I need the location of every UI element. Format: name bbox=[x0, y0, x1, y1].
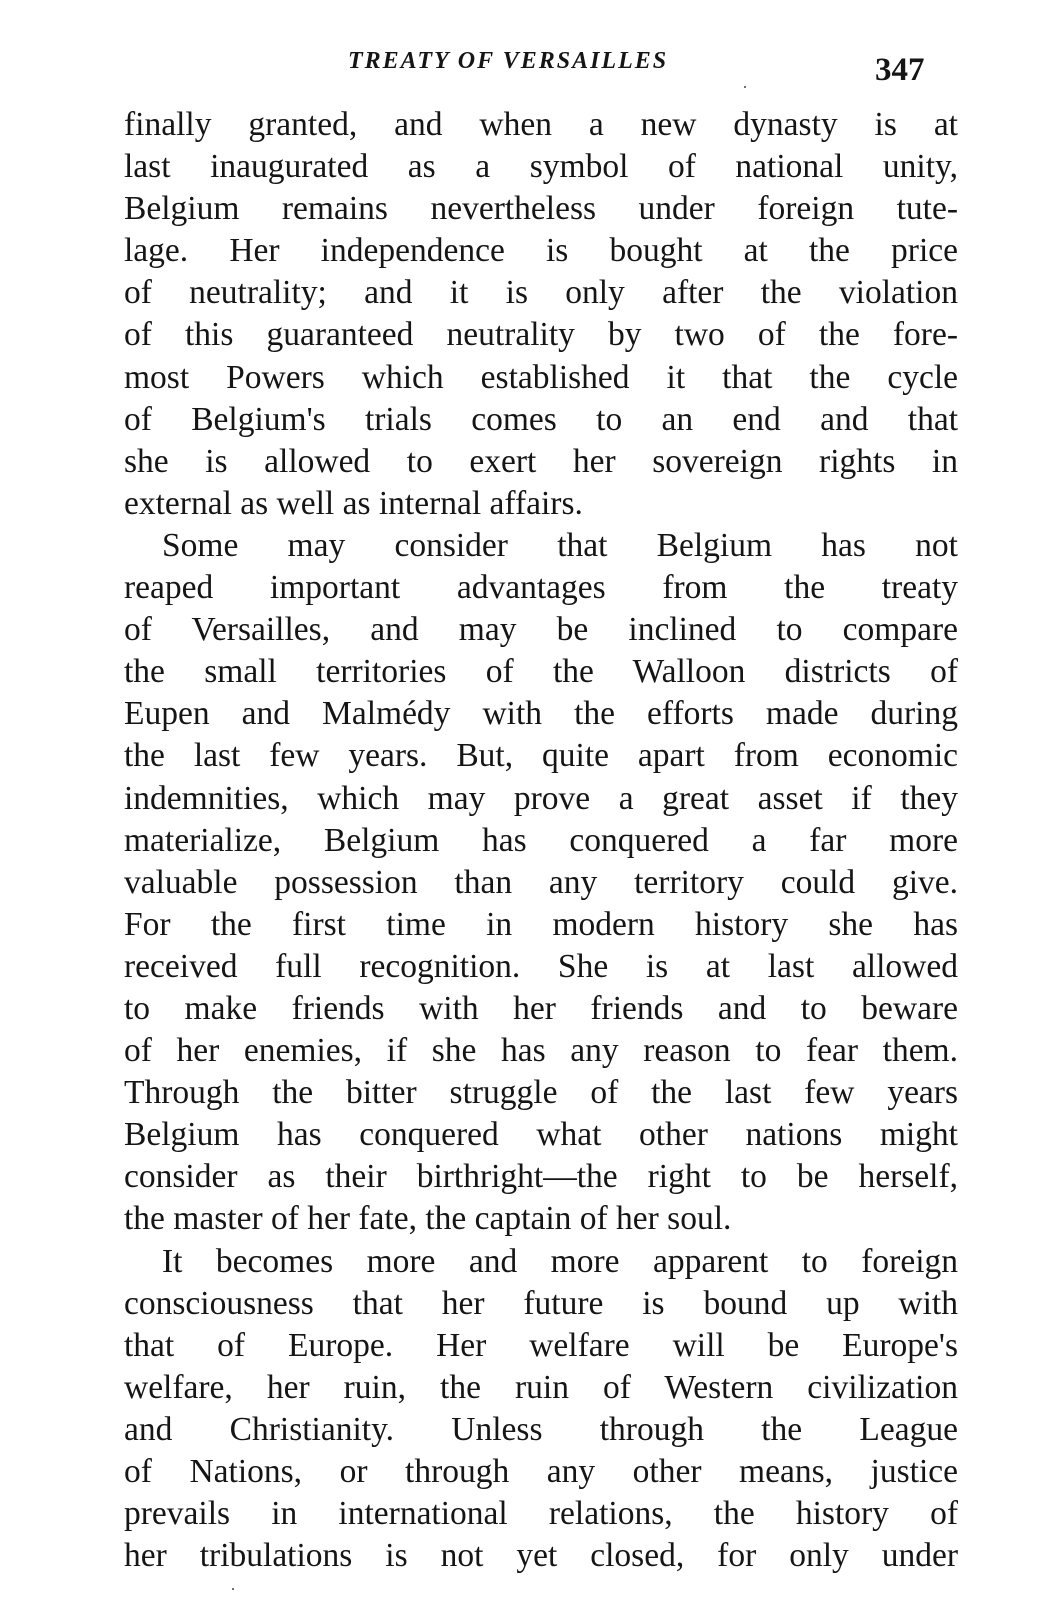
text-line: indemnities, which may prove a great asset if they bbox=[124, 779, 958, 817]
text-line: of this guaranteed neutrality by two of the fore- bbox=[124, 316, 958, 354]
text-line: Belgium has conquered what other nations might bbox=[124, 1116, 958, 1154]
text-line: Eupen and Malmédy with the efforts made during bbox=[124, 695, 958, 733]
text-line: consciousness that her future is bound up with bbox=[124, 1284, 958, 1322]
text-line: her tribulations is not yet closed, for only under bbox=[124, 1537, 958, 1575]
text-line: external as well as internal affairs. bbox=[124, 484, 583, 522]
text-line: received full recognition. She is at last allowed bbox=[124, 947, 958, 985]
text-line: Through the bitter struggle of the last few years bbox=[124, 1074, 958, 1112]
running-head bbox=[0, 46, 1038, 86]
text-line: the master of her fate, the captain of her soul. bbox=[124, 1200, 732, 1238]
text-line: consider as their birthright—the right to be herself, bbox=[124, 1158, 958, 1196]
text-line: and Christianity. Unless through the League bbox=[124, 1410, 958, 1448]
text-line: of her enemies, if she has any reason to fear them. bbox=[124, 1032, 958, 1070]
text-line: prevails in international relations, the history of bbox=[124, 1495, 958, 1533]
text-line: of Belgium's trials comes to an end and that bbox=[124, 400, 958, 438]
text-line: For the first time in modern history she has bbox=[124, 905, 958, 943]
text-line: welfare, her ruin, the ruin of Western civilization bbox=[124, 1368, 958, 1406]
text-line: of Versailles, and may be inclined to compare bbox=[124, 611, 958, 649]
body-text bbox=[124, 104, 958, 1577]
text-line: finally granted, and when a new dynasty is at bbox=[124, 106, 958, 143]
text-line: of neutrality; and it is only after the violation bbox=[124, 274, 958, 312]
text-line: Belgium remains nevertheless under foreign tute- bbox=[124, 190, 958, 228]
scan-speck bbox=[232, 1588, 234, 1590]
text-line: last inaugurated as a symbol of national unity, bbox=[124, 148, 958, 186]
text-line: materialize, Belgium has conquered a far more bbox=[124, 821, 958, 859]
text-line: lage. Her independence is bought at the price bbox=[124, 232, 958, 270]
text-line: valuable possession than any territory could give. bbox=[124, 863, 958, 901]
page-number: 347 bbox=[875, 52, 925, 88]
text-line: the small territories of the Walloon districts of bbox=[124, 653, 958, 691]
text-line: to make friends with her friends and to beware bbox=[124, 989, 958, 1027]
text-line: that of Europe. Her welfare will be Europe's bbox=[124, 1326, 958, 1364]
text-line: reaped important advantages from the treaty bbox=[124, 569, 958, 607]
text-line: of Nations, or through any other means, justice bbox=[124, 1453, 958, 1490]
text-line: It becomes more and more apparent to foreign bbox=[162, 1242, 958, 1280]
text-line: Some may consider that Belgium has not bbox=[162, 526, 958, 564]
text-line: most Powers which established it that the cycle bbox=[124, 358, 958, 396]
text-line: the last few years. But, quite apart from economic bbox=[124, 737, 958, 775]
text-line: she is allowed to exert her sovereign rights in bbox=[124, 442, 958, 480]
scan-speck bbox=[744, 86, 746, 88]
running-title: TREATY OF VERSAILLES bbox=[348, 48, 669, 74]
